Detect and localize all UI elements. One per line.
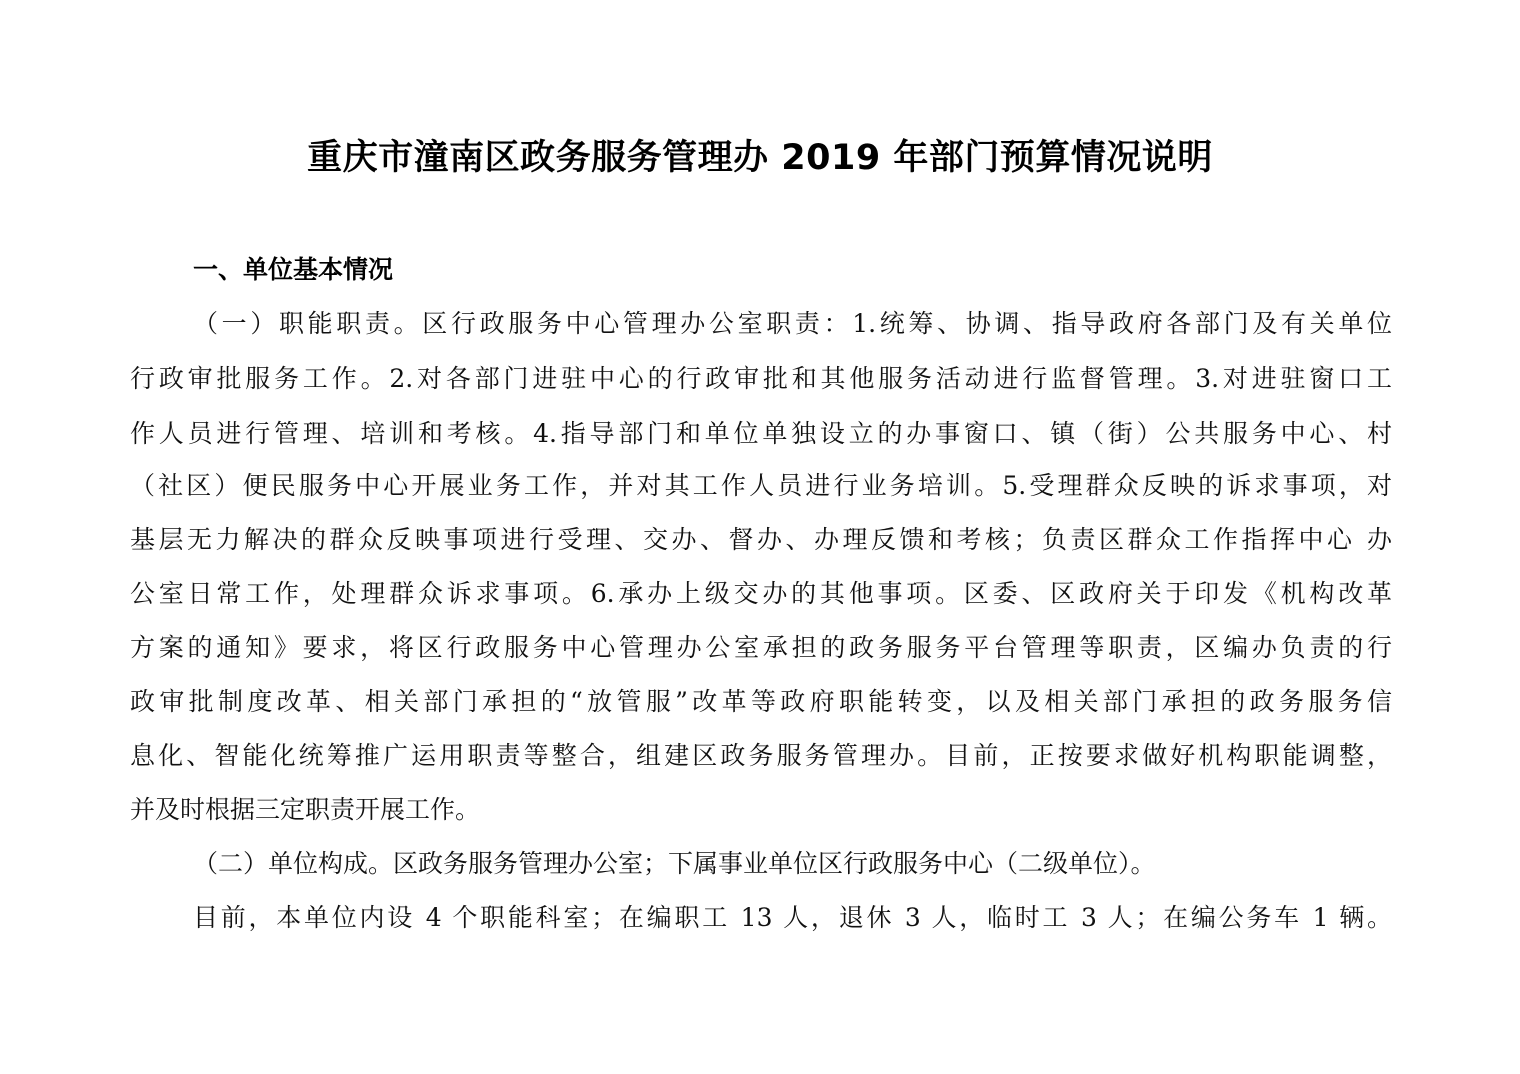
paragraph-line: 基层无力解决的群众反映事项进行受理、交办、督办、办理反馈和考核；负责区群众工作指挥中心 办 (130, 525, 1392, 554)
document-title: 重庆市潼南区政务服务管理办 2019 年部门预算情况说明 (307, 138, 1213, 178)
paragraph-line: 政审批制度改革、相关部门承担的“放管服”改革等政府职能转变，以及相关部门承担的政务服务信 (130, 687, 1392, 716)
paragraph-line: 作人员进行管理、培训和考核。4.指导部门和单位单独设立的办事窗口、镇（街）公共服务中心、村 (130, 419, 1392, 448)
paragraph-line: 公室日常工作，处理群众诉求事项。6.承办上级交办的其他事项。区委、区政府关于印发《机构改革 (130, 579, 1392, 608)
paragraph-staffing: 目前，本单位内设 4 个职能科室；在编职工 13 人，退休 3 人，临时工 3 人；在编公务车 1 辆。 (193, 903, 1392, 932)
paragraph-unit-composition: （二）单位构成。区政务服务管理办公室；下属事业单位区行政服务中心（二级单位）。 (193, 849, 1156, 878)
paragraph-line: 并及时根据三定职责开展工作。 (130, 795, 481, 824)
paragraph-line: 息化、智能化统筹推广运用职责等整合，组建区政务服务管理办。目前，正按要求做好机构职能调整， (130, 741, 1392, 770)
paragraph-line: （一）职能职责。区行政服务中心管理办公室职责：1.统筹、协调、指导政府各部门及有关单位 (193, 309, 1392, 338)
paragraph-line: 行政审批服务工作。2.对各部门进驻中心的行政审批和其他服务活动进行监督管理。3.对进驻窗口工 (130, 364, 1392, 393)
section-heading-basic-info: 一、单位基本情况 (193, 255, 394, 284)
paragraph-line: （社区）便民服务中心开展业务工作，并对其工作人员进行业务培训。5.受理群众反映的诉求事项，对 (130, 471, 1392, 500)
paragraph-line: 方案的通知》要求，将区行政服务中心管理办公室承担的政务服务平台管理等职责，区编办负责的行 (130, 633, 1392, 662)
